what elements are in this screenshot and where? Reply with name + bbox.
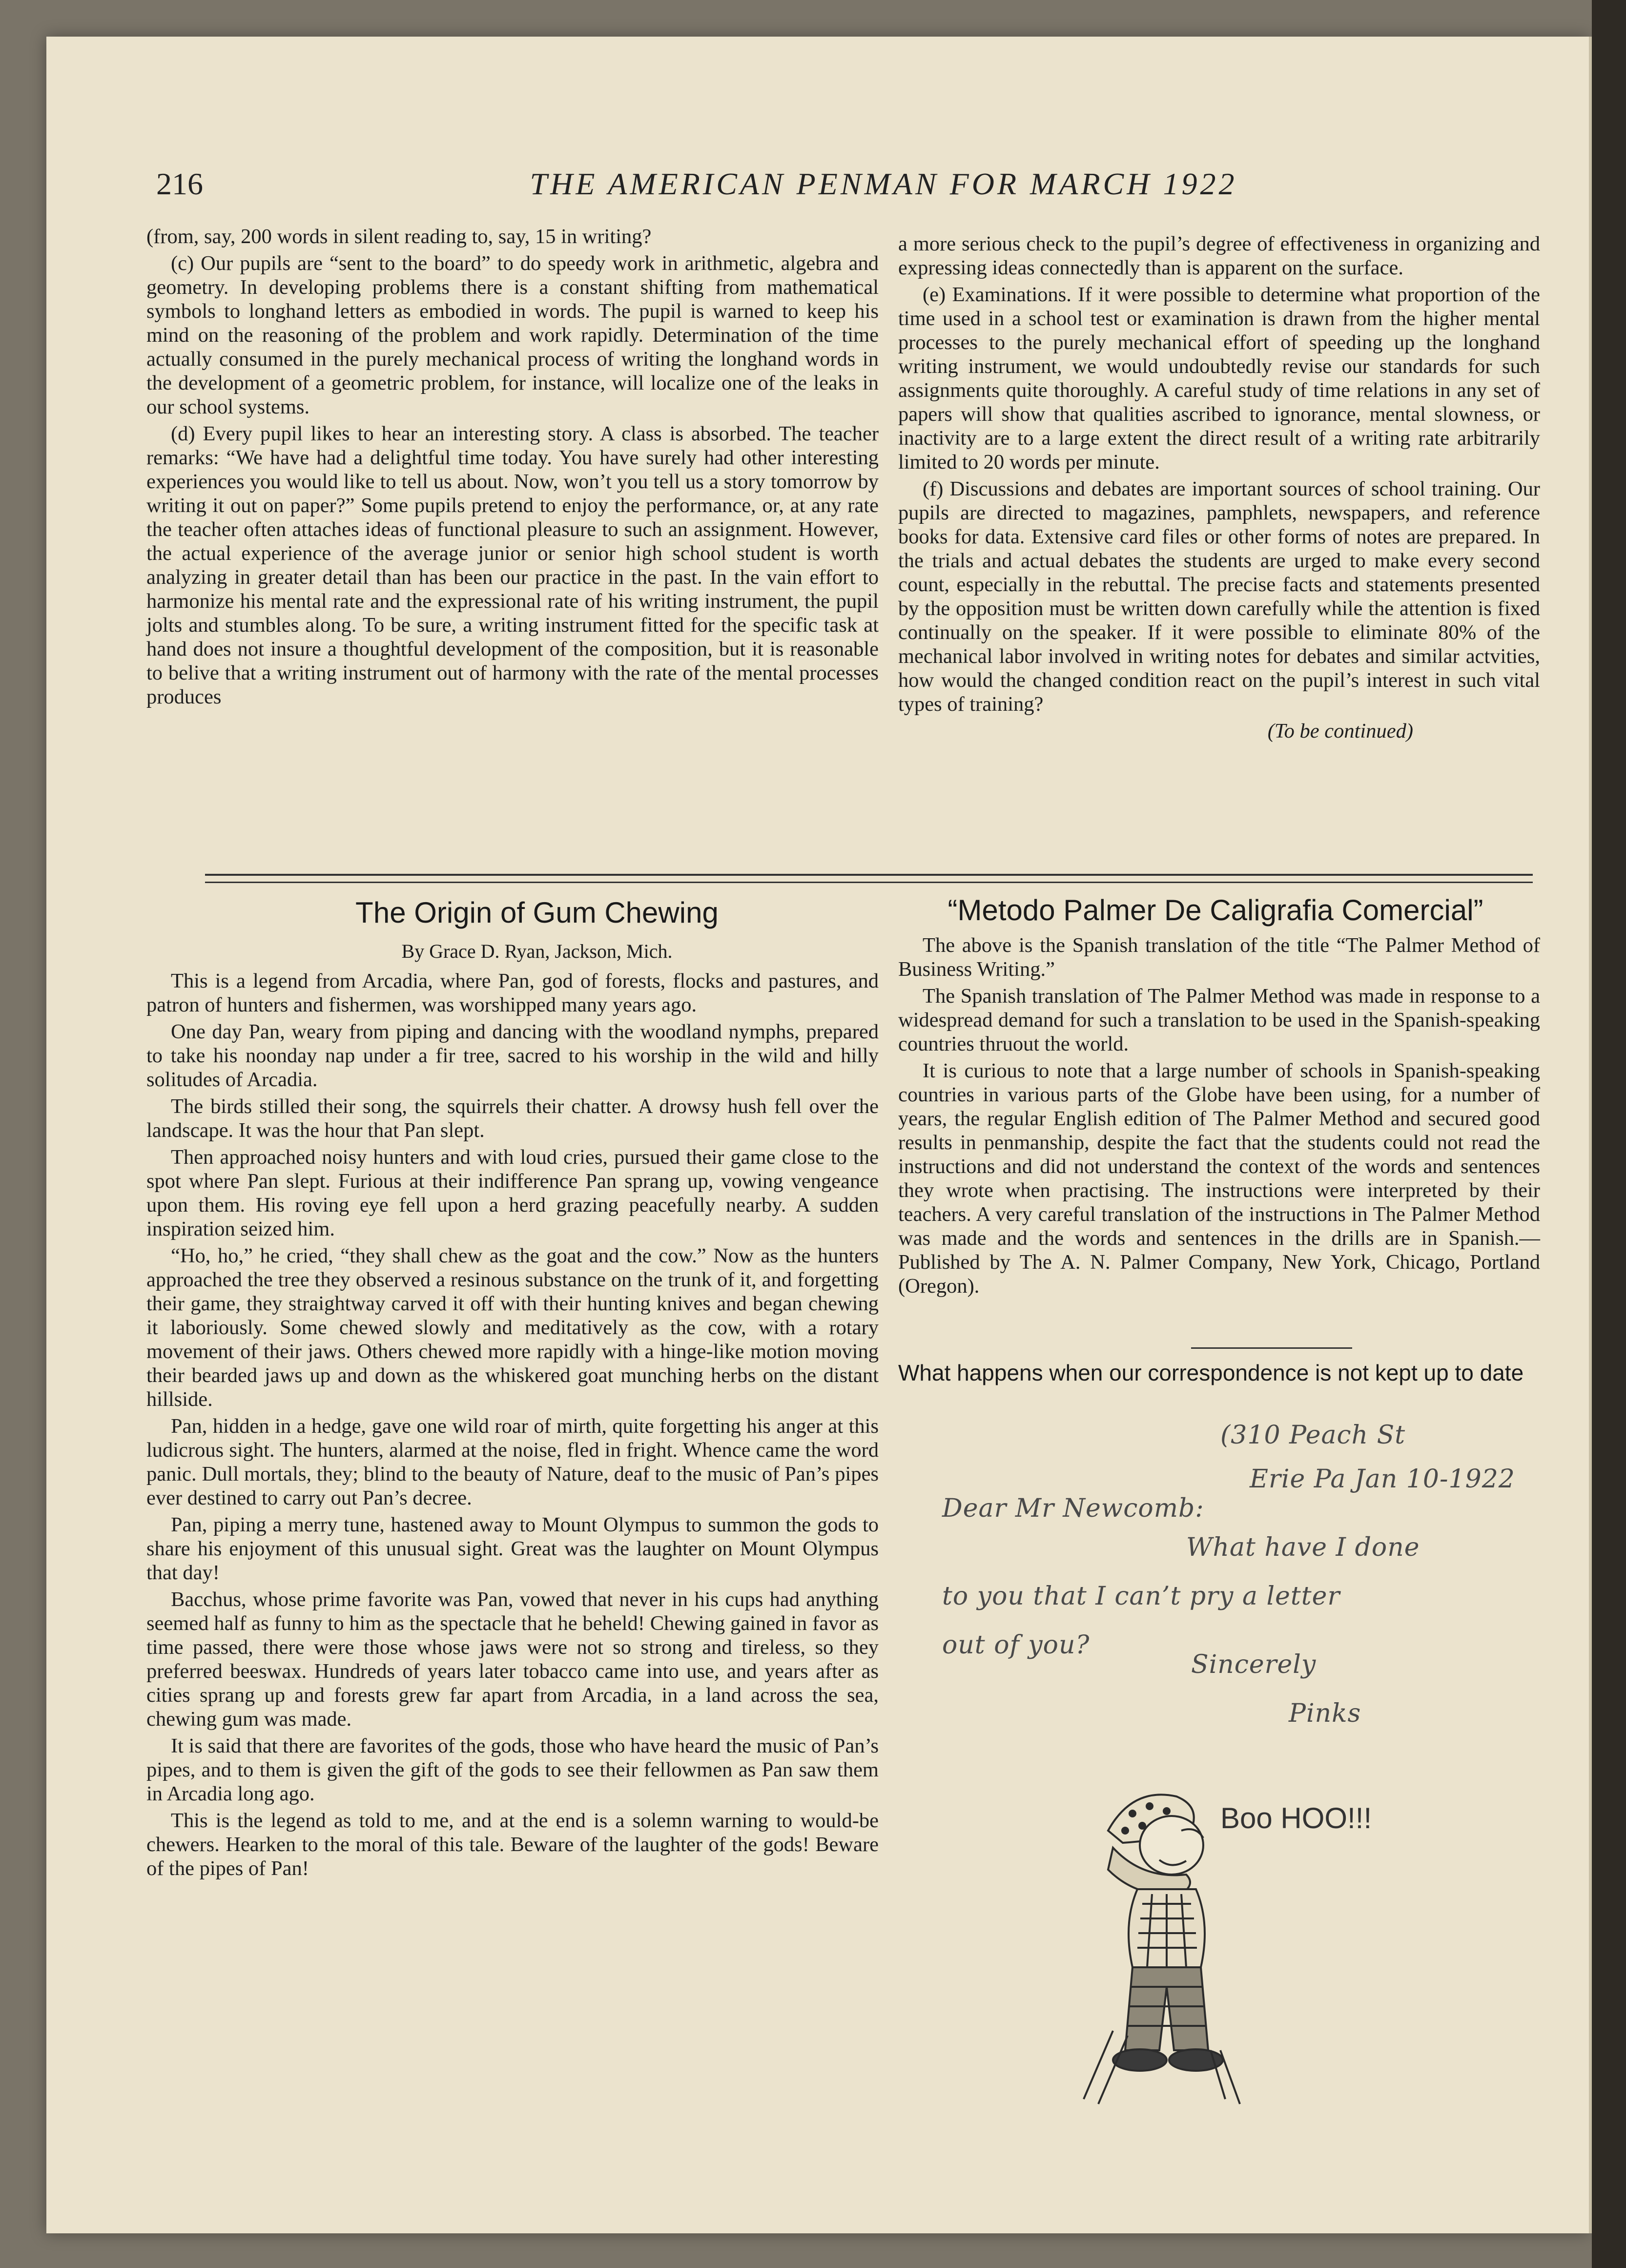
paragraph: The birds stilled their song, the squirrels their chatter. A drowsy hush fell over the landscape. It was the hour that Pan slept.: [146, 1095, 879, 1142]
letter-closing: Sincerely: [1191, 1650, 1317, 1679]
gum-article-title: The Origin of Gum Chewing: [355, 896, 719, 929]
metodo-article-body: [898, 933, 1540, 1301]
paragraph: One day Pan, weary from piping and dancing with the woodland nymphs, prepared to take his noonday nap under a fir tree, sacred to his worship in the wild and hilly solitudes of Arcadia.: [146, 1020, 879, 1091]
paragraph: The Spanish translation of The Palmer Method was made in response to a widespread demand for such a translation to be used in the Spanish-speaking countries thruout the world.: [898, 985, 1540, 1055]
paragraph: Then approached noisy hunters and with loud cries, pursued their game close to the spot where Pan slept. Furious at their indifference Pan sprang up, vowing vengeance upon them. His roving eye fell upon a herd grazing peacefully nearby. A sudden inspiration seized him.: [146, 1146, 879, 1240]
paragraph: (c) Our pupils are “sent to the board” to do speedy work in arithmetic, algebra and geometry. In developing problems there is a constant shifting from mathematical symbols to longhand letters as embodied in words. The pupil is warned to keep his mind on the reasoning of the problem and work rapidly. Determination of the time actually consumed in the purely mechanical process of writing the longhand words in the development of a geometric problem, for instance, will localize one of the leaks in our school systems.: [146, 252, 879, 418]
paragraph: It is curious to note that a large number of schools in Spanish-speaking countries in various parts of the Globe have been using, for a number of years, the regular English edition of The Palmer Method and secured good results in penmanship, despite the fact that the students could not read the instructions and did not understand the context of the words and sentences they wrote when practising. The instructions were interpreted by their teachers. A very careful translation of the instructions in The Palmer Method was made and the words and sentences in the drills are in Spanish.—Published by The A. N. Palmer Company, New York, Chicago, Portland (Oregon).: [898, 1059, 1540, 1298]
upper-left-column: [146, 225, 879, 712]
letter-signature: Pinks: [1289, 1699, 1361, 1728]
paragraph: (from, say, 200 words in silent reading to, say, 15 in writing?: [146, 225, 652, 248]
letter-date: Erie Pa Jan 10-1922: [1250, 1464, 1515, 1494]
correspondence-heading: What happens when our correspondence is not kept up to date: [898, 1360, 1524, 1385]
paragraph: Bacchus, whose prime favorite was Pan, vowed that never in his cups had anything seemed half as funny to him as the spectacle that he beheld! Chewing gained in favor as time passed, there were those whose jaws were not so strong and tireless, so they preferred beeswax. Hundreds of years later tobacco came into use, and years after as cities sprang up and forests grew far apart from Arcadia, in a land across the sea, chewing gum was made.: [146, 1588, 879, 1731]
paragraph: It is said that there are favorites of the gods, those who have heard the music of Pan’s pipes, and to them is given the gift of the gods to see their fellowmen as Pan saw them in Arcadia long ago.: [146, 1734, 879, 1805]
paragraph: “Ho, ho,” he cried, “they shall chew as the goat and the cow.” Now as the hunters approached the tree they observed a resinous substance on the trunk of it, and forgetting their game, they straightway carved it off with their hunting knives and began chewing it laboriously. Some chewed slowly and meditatively as the cow, with a rotary movement of their jaws. Others chewed more rapidly with a hinge-like motion moving their bearded jaws up and down as the whiskered goat munching herbs on the distant hillside.: [146, 1244, 879, 1411]
metodo-article-title: “Metodo Palmer De Caligrafia Comercial”: [947, 894, 1483, 927]
section-divider: [205, 874, 1533, 883]
paragraph: (e) Examinations. If it were possible to determine what proportion of the time used in a school test or examination is drawn from the higher mental processes to the purely mechanical effort of speeding up the longhand writing instrument, we would undoubtedly revise our standards for such assignments quite thoroughly. A careful study of time relations in any set of papers will show that qualities ascribed to ignorance, mental slowness, or inactivity are to a large extent the direct result of a writing rate arbitrarily limited to 20 words per minute.: [898, 283, 1540, 474]
letter-text: to you that I can’t pry a letter: [942, 1582, 1340, 1611]
paragraph: a more serious check to the pupil’s degree of effectiveness in organizing and expressing ideas connectedly than is apparent on the surface.: [898, 232, 1540, 279]
paragraph: This is the legend as told to me, and at the end is a solemn warning to would-be chewers. Hearken to the moral of this tale. Beware of the laughter of the gods! Beware of the pipes of Pan!: [146, 1809, 879, 1880]
short-divider: [1191, 1347, 1352, 1349]
gum-article-body: [146, 969, 879, 1883]
paragraph: Pan, hidden in a hedge, gave one wild roar of mirth, quite forgetting his anger at this ludicrous sight. The hunters, alarmed at the noise, fled in fright. Whence came the word panic. Dull mortals, they; blind to the beauty of Nature, deaf to the music of Pan’s pipes ever destined to carry out Pan’s decree.: [146, 1415, 879, 1509]
paragraph: (d) Every pupil likes to hear an interesting story. A class is absorbed. The teacher remarks: “We have had a delightful time today. You have surely had other interesting experiences you would like to tell us about. Now, won’t you tell us a story tomorrow by writing it out on paper?” Some pupils pretend to enjoy the performance, or, at any rate the teacher often attaches ideas of functional pleasure to such an assignment. However, the actual experience of the average junior or senior high school student is worth analyzing in greater detail than has been our practice in the past. In the vain effort to harmonize his mental rate and the expressional rate of his writing instrument, the pupil jolts and stumbles along. To be sure, a writing instrument fitted for the specific task at hand does not insure a thoughtful development of the composition, but it is reasonable to belive that a writing instrument out of harmony with the rate of the mental processes produces: [146, 422, 879, 708]
paragraph: This is a legend from Arcadia, where Pan, god of forests, flocks and pastures, and patron of hunters and fishermen, was worshipped many years ago.: [146, 969, 879, 1016]
letter-text: What have I done: [1186, 1533, 1420, 1562]
continued-note: (To be continued): [1267, 720, 1413, 742]
book-spine: [1592, 0, 1626, 2268]
page-number: 216: [156, 166, 203, 201]
gum-article-byline: By Grace D. Ryan, Jackson, Mich.: [401, 940, 673, 962]
running-title: THE AMERICAN PENMAN FOR MARCH 1922: [530, 166, 1237, 201]
paragraph: (f) Discussions and debates are important sources of school training. Our pupils are directed to magazines, pamphlets, newspapers, and reference books for data. Extensive card files or other forms of notes are prepared. In the trials and actual debates the students are urged to make every second count, especially in the rebuttal. The precise facts and statements presented by the opposition must be written down carefully while the attention is fixed continually on the speaker. If it were possible to eliminate 80% of the mechanical labor involved in writing notes for debates and similar actvities, how would the changed condition react on the pupil’s interest in such vital types of training?: [898, 477, 1540, 716]
upper-right-column: [898, 232, 1540, 746]
paragraph: Pan, piping a merry tune, hastened away to Mount Olympus to summon the gods to share his enjoyment of this unusual sight. Great was the laughter on Mount Olympus that day!: [146, 1513, 879, 1584]
letter-address: (310 Peach St: [1220, 1421, 1406, 1450]
letter-text: out of you?: [942, 1630, 1090, 1660]
paragraph: The above is the Spanish translation of the title “The Palmer Method of Business Writing.”: [898, 934, 1540, 981]
letter-salutation: Dear Mr Newcomb:: [942, 1494, 1204, 1523]
boo-hoo-caption: Boo HOO!!!: [1220, 1802, 1372, 1835]
